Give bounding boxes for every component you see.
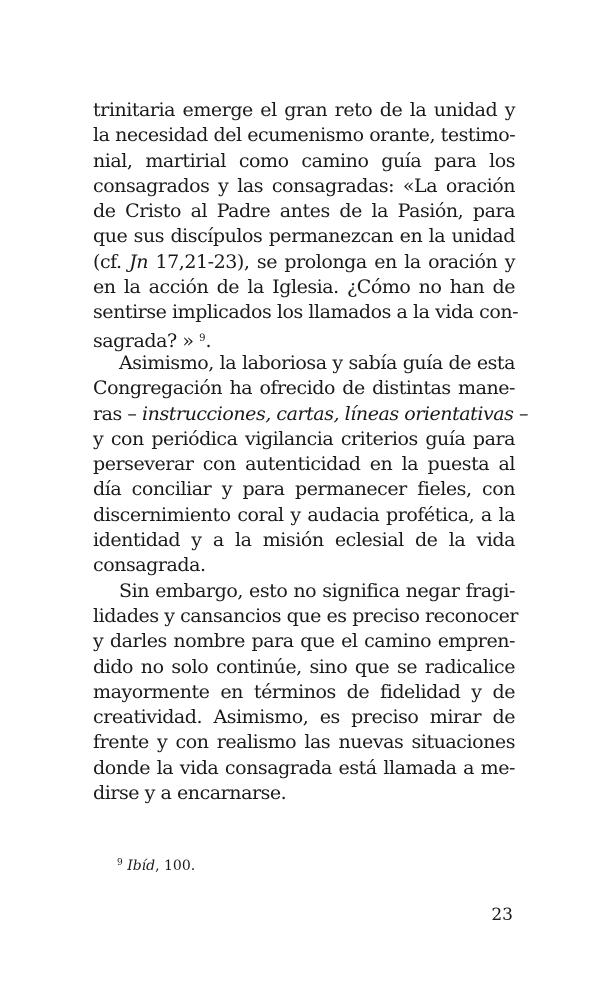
sentence-end: . xyxy=(205,329,212,352)
text-line: consagrados y las consagradas: «La oración xyxy=(93,174,515,197)
text-line: sentirse implicados los llamados a la vida con- xyxy=(93,301,519,324)
line-start: ras – xyxy=(93,402,143,425)
text-line: frente y con realismo las nuevas situaciones xyxy=(93,731,515,754)
line-end: – xyxy=(513,402,529,425)
text-line: perseverar con autenticidad en la puesta al xyxy=(93,453,515,476)
footnote-source: Ibíd xyxy=(127,858,156,874)
text-line: identidad y a la misión eclesial de la vida xyxy=(93,529,515,552)
text-line xyxy=(93,250,515,275)
text-line: discernimiento coral y audacia profética, a la xyxy=(93,503,515,526)
text-line: dido no solo continúe, sino que se radicalice xyxy=(93,655,515,678)
text-line: lidades y cansancios que es preciso reconocer xyxy=(93,604,519,627)
text-line: nial, martirial como camino guía para los xyxy=(93,149,515,172)
text-line: Asimismo, la laboriosa y sabía guía de esta xyxy=(119,351,515,374)
text-line: creatividad. Asimismo, es preciso mirar de xyxy=(93,706,515,729)
text-line: dirse y a encarnarse. xyxy=(93,782,287,805)
text-line: mayormente en términos de fidelidad y de xyxy=(93,680,515,703)
text-line: y con periódica vigilancia criterios guía para xyxy=(93,427,515,450)
text-line: en la acción de la Iglesia. ¿Cómo no han de xyxy=(93,276,515,299)
italic-document-types: instrucciones, cartas, líneas orientativas xyxy=(142,402,514,425)
footnote-reference: 9 xyxy=(199,332,206,344)
footnote-number: 9 xyxy=(117,858,123,868)
paragraph-1 xyxy=(93,98,519,352)
text-line: de Cristo al Padre antes de la Pasión, para xyxy=(93,200,515,223)
text-line: que sus discípulos permanezcan en la unidad xyxy=(93,225,515,248)
text-line: la necesidad del ecumenismo orante, testimo- xyxy=(93,124,516,147)
footnote xyxy=(117,854,195,875)
text-line xyxy=(93,402,529,427)
text-line xyxy=(93,326,515,351)
page-number: 23 xyxy=(491,905,513,925)
text-line: y darles nombre para que el camino empren- xyxy=(93,630,515,653)
citation-rest: 17,21-23), se prolonga en la oración y xyxy=(148,250,515,273)
body-text xyxy=(93,98,529,806)
text-line: consagrada. xyxy=(93,554,206,577)
text-line: Sin embargo, esto no significa negar fragi- xyxy=(119,579,515,602)
text-line: día conciliar y para permanecer fieles, con xyxy=(93,478,515,501)
quote-end: sagrada? » xyxy=(93,329,200,352)
paragraph-3 xyxy=(93,579,519,807)
footnote-page: , 100. xyxy=(155,858,196,874)
text-line: Congregación ha ofrecido de distintas mane- xyxy=(93,377,515,400)
text-line: trinitaria emerge el gran reto de la unidad y xyxy=(93,99,515,121)
text-line: donde la vida consagrada está llamada a me- xyxy=(93,756,515,779)
citation-book: Jn xyxy=(129,250,149,273)
citation-prefix: (cf. xyxy=(93,250,130,273)
paragraph-2 xyxy=(93,351,529,579)
